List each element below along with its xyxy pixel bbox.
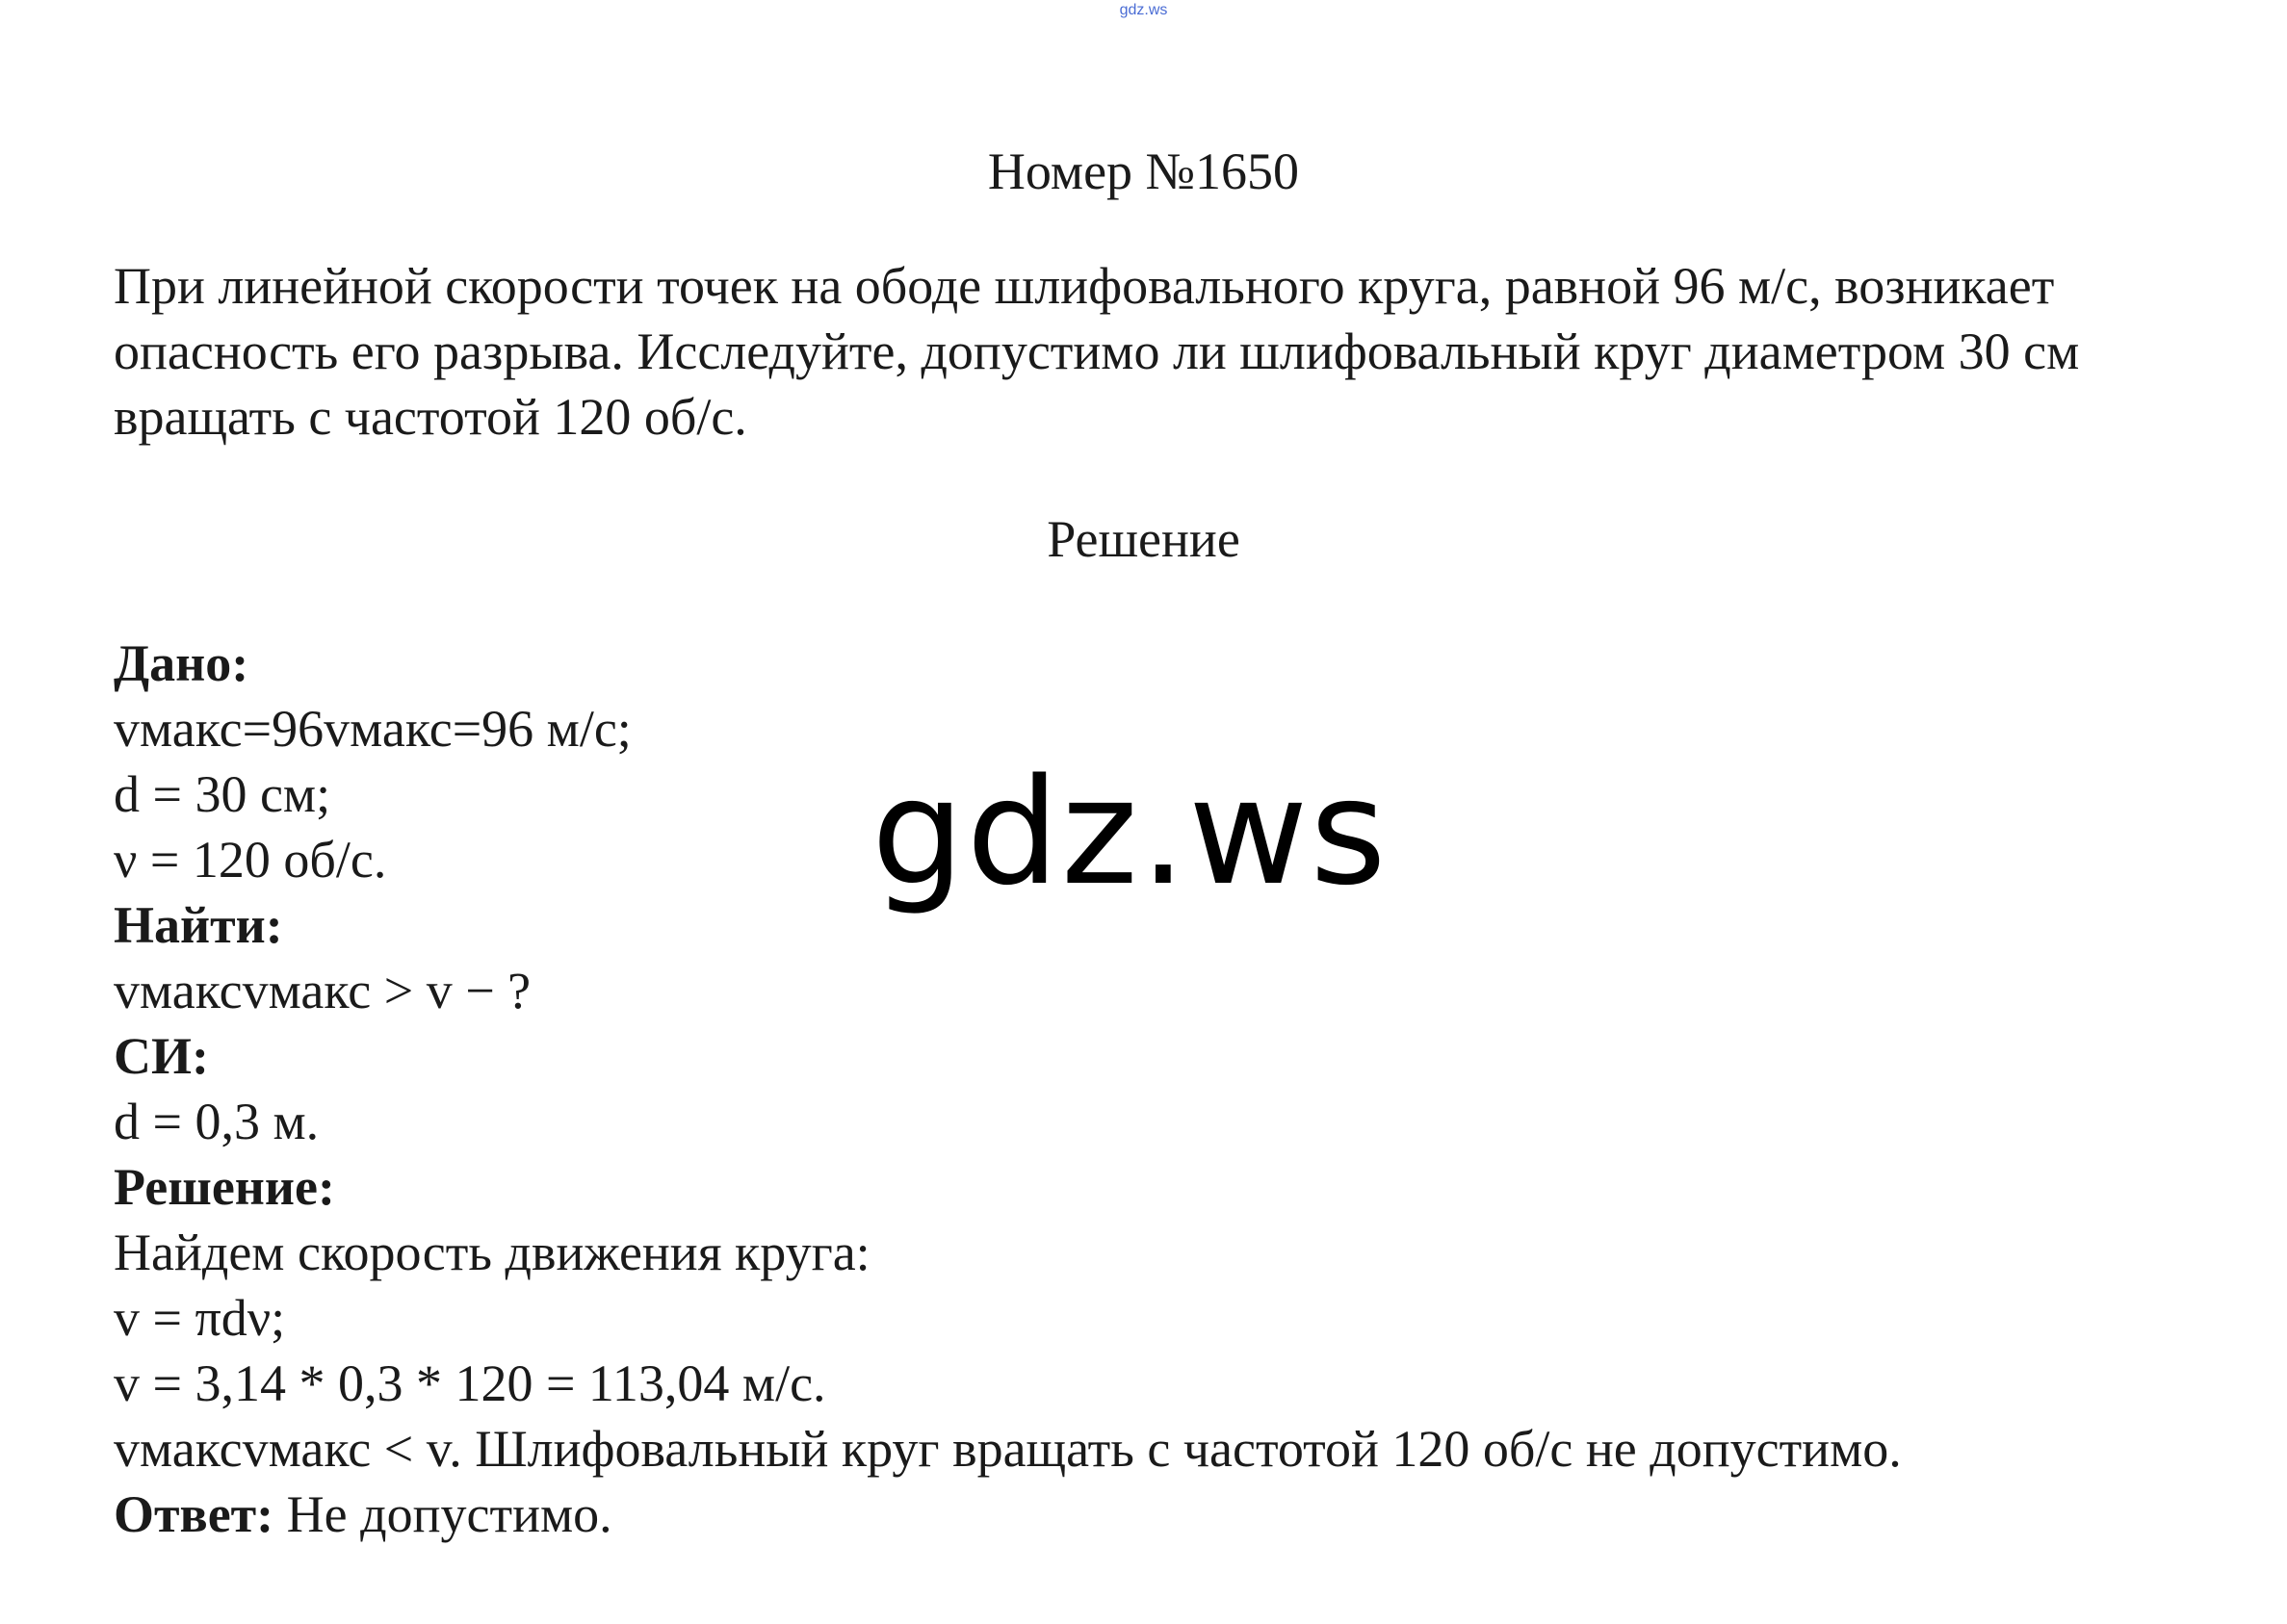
given-line-max-speed: vмакс=96vмакс=96 м/с; <box>114 700 632 758</box>
answer-text: Не допустимо. <box>273 1485 612 1543</box>
solution-heading: Решение <box>1047 510 1240 568</box>
watermark-logo: gdz.ws <box>871 747 1389 917</box>
site-mark: gdz.ws <box>1119 2 1168 18</box>
given-label: Дано: <box>114 634 249 692</box>
solution-line-intro: Найдем скорость движения круга: <box>114 1224 871 1281</box>
answer-line <box>114 1482 2232 1547</box>
si-line: d = 0,3 м. <box>114 1093 320 1150</box>
find-line: vмаксvмакс > v − ? <box>114 962 532 1019</box>
si-label: СИ: <box>114 1027 209 1085</box>
solution-line-calculation: v = 3,14 * 0,3 * 120 = 113,04 м/с. <box>114 1354 826 1412</box>
solution-line-conclusion: vмаксvмакс < v. Шлифовальный круг вращать с частотой 120 об/с не допустимо. <box>114 1420 1902 1478</box>
given-line-frequency: ν = 120 об/с. <box>114 831 387 889</box>
problem-statement: При линейной скорости точек на ободе шлифовального круга, равной 96 м/с, возникает опасность его разрыва. Исследуйте, допустимо ли шлифовальный круг диаметром 30 см вращать с частотой 120 об/с. <box>114 257 2080 446</box>
solution-label: Решение: <box>114 1158 335 1216</box>
given-line-diameter: d = 30 см; <box>114 765 331 823</box>
answer-label: Ответ: <box>114 1485 274 1543</box>
page-title: Номер №1650 <box>987 142 1300 200</box>
find-label: Найти: <box>114 896 283 954</box>
solution-line-formula: v = πdν; <box>114 1289 286 1347</box>
